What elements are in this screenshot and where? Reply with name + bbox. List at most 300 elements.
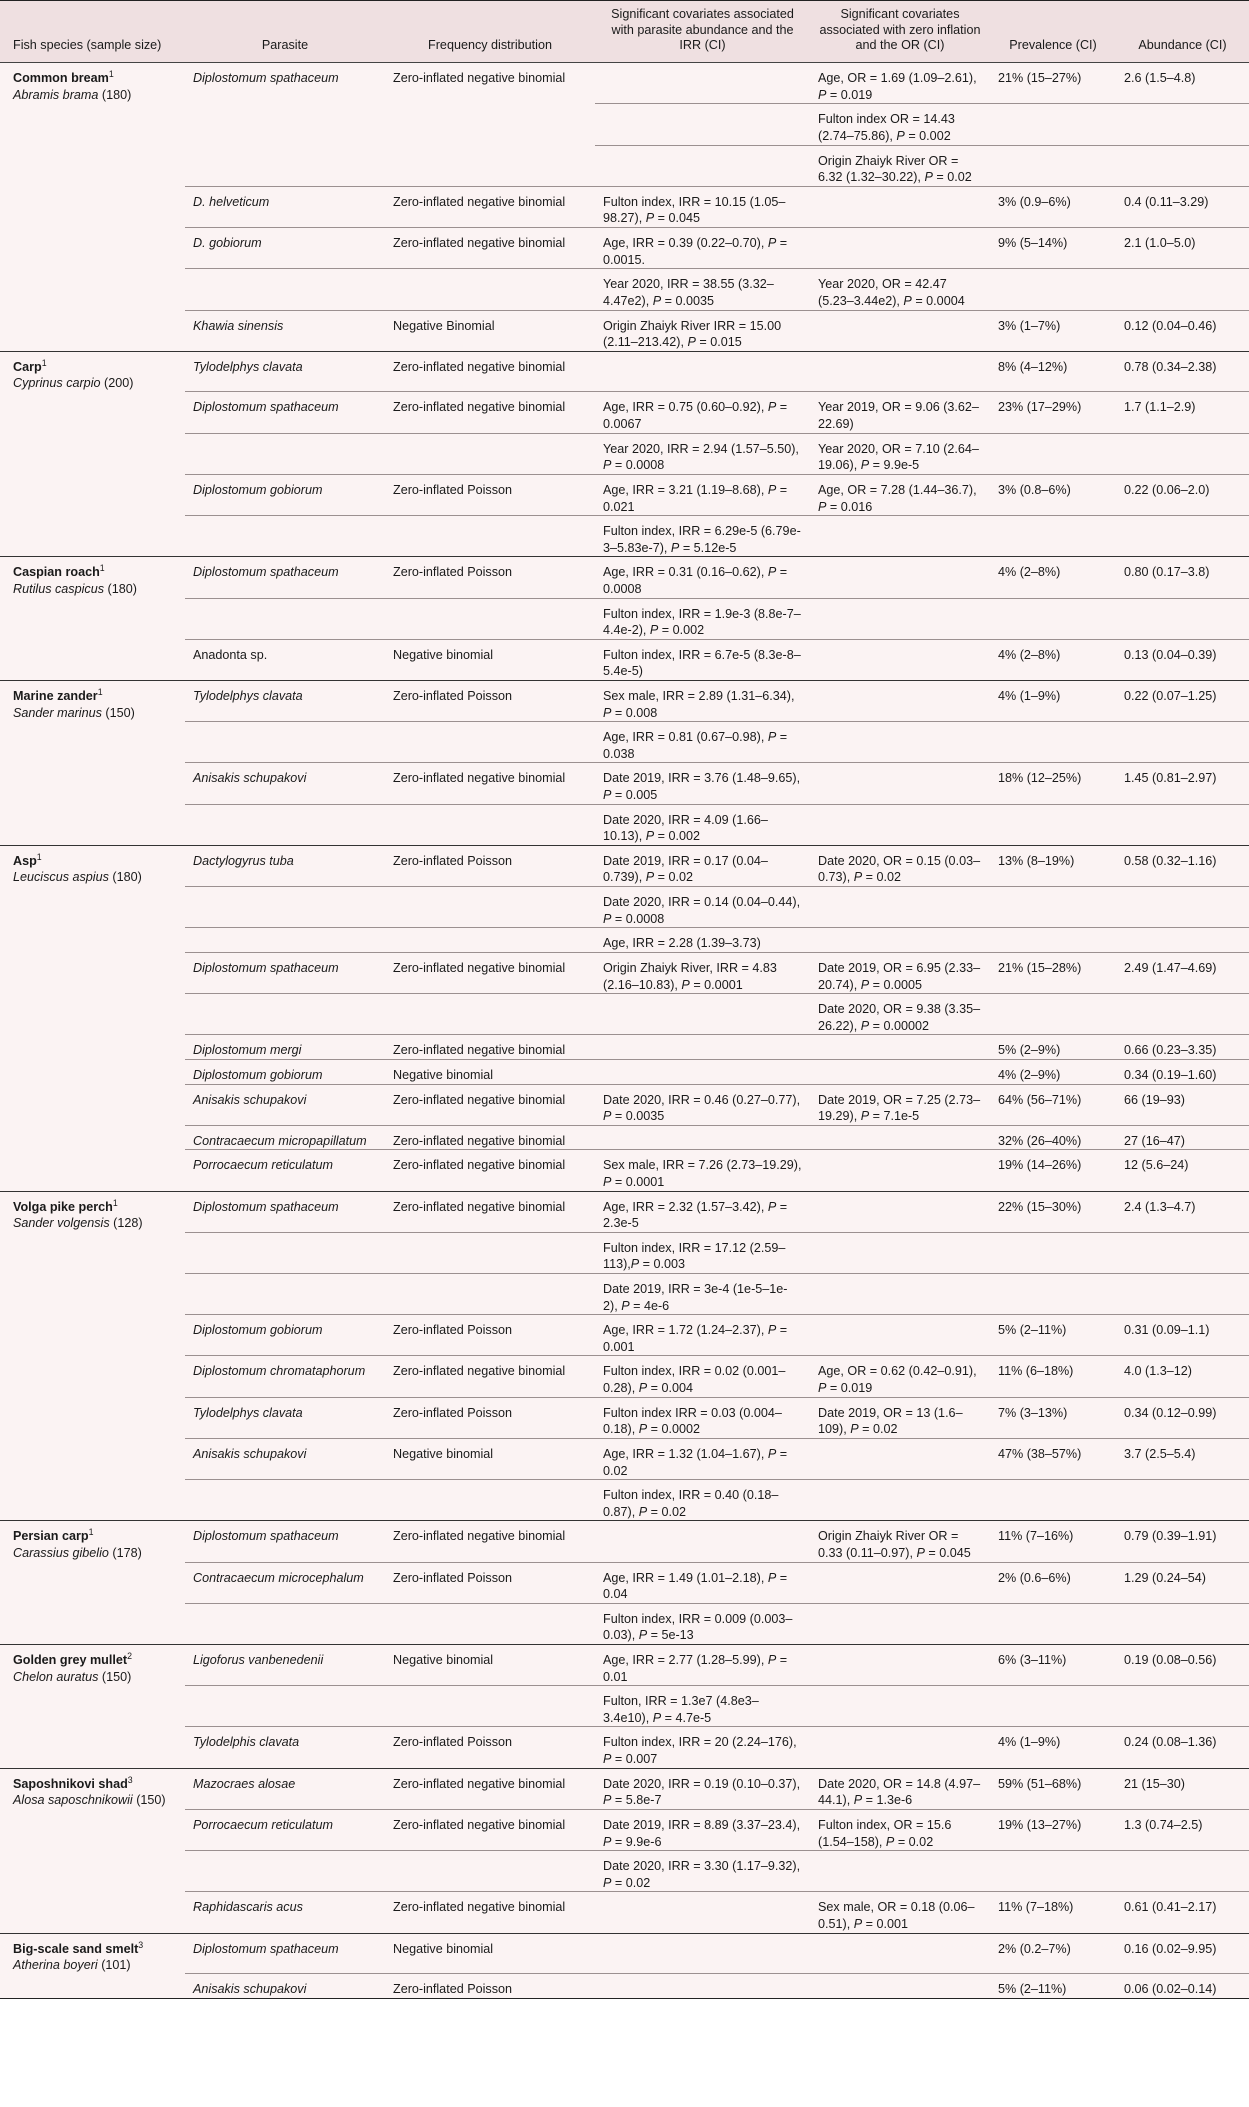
covariate-text: = 0.045 bbox=[654, 211, 700, 226]
covariate-text: = 0.0001 bbox=[611, 1175, 665, 1189]
irr-covariates-cell bbox=[595, 1438, 810, 1479]
fish-common-name: Marine zander bbox=[13, 688, 98, 703]
covariate-text: = 0.04 bbox=[603, 1570, 788, 1602]
or-covariates-cell bbox=[810, 186, 990, 227]
covariate-text: Fulton index, IRR = 6.7e-5 (8.3e-8–5.4e-5) bbox=[603, 647, 801, 679]
prevalence-cell: 13% (8–19%) bbox=[990, 845, 1116, 886]
footnote-marker: 1 bbox=[88, 1527, 94, 1538]
p-value-symbol: P bbox=[853, 1916, 863, 1931]
distribution-cell: Zero-inflated negative binomial bbox=[385, 1125, 595, 1150]
distribution-cell: Zero-inflated Poisson bbox=[385, 1727, 595, 1768]
or-covariates-cell bbox=[810, 1686, 990, 1727]
covariate-text: Sex male, IRR = 7.26 (2.73–19.29), bbox=[603, 1158, 802, 1173]
parasite-cell bbox=[185, 952, 385, 993]
fish-common-name: Volga pike perch bbox=[13, 1199, 113, 1214]
fish-species-cell bbox=[0, 845, 185, 886]
parasite-cell bbox=[185, 433, 385, 474]
prevalence-cell: 11% (6–18%) bbox=[990, 1356, 1116, 1397]
irr-covariates-cell bbox=[595, 1645, 810, 1686]
fish-common-name: Asp bbox=[13, 853, 37, 868]
p-value-symbol: P bbox=[603, 1752, 612, 1767]
p-value-symbol: P bbox=[903, 293, 912, 308]
table-row bbox=[0, 1768, 1249, 1809]
table-row bbox=[0, 639, 1249, 680]
irr-covariates-cell bbox=[595, 1035, 810, 1060]
sample-size: (178) bbox=[112, 1545, 142, 1560]
or-covariates-cell bbox=[810, 474, 990, 515]
abundance-cell bbox=[1116, 887, 1249, 928]
covariate-text: Date 2020, IRR = 0.14 (0.04–0.44), bbox=[603, 895, 801, 910]
prevalence-cell: 19% (13–27%) bbox=[990, 1809, 1116, 1850]
abundance-cell: 0.66 (0.23–3.35) bbox=[1116, 1035, 1249, 1060]
or-covariates-cell bbox=[810, 952, 990, 993]
abundance-cell bbox=[1116, 1603, 1249, 1644]
covariate-text: = 0.0035 bbox=[611, 1109, 665, 1124]
footnote-marker: 1 bbox=[36, 851, 42, 862]
covariate-text: = 9.9e-5 bbox=[869, 458, 920, 473]
prevalence-cell bbox=[990, 994, 1116, 1035]
or-covariates-cell bbox=[810, 598, 990, 639]
parasite-cell bbox=[185, 1686, 385, 1727]
table-row bbox=[0, 228, 1249, 269]
covariate-text: Age, IRR = 2.28 (1.39–3.73) bbox=[603, 936, 761, 951]
abundance-cell: 1.3 (0.74–2.5) bbox=[1116, 1809, 1249, 1850]
parasite-cell bbox=[185, 1603, 385, 1644]
abundance-cell bbox=[1116, 994, 1249, 1035]
or-covariates-cell bbox=[810, 1356, 990, 1397]
footnote-marker: 3 bbox=[138, 1939, 144, 1950]
sample-size: (180) bbox=[101, 87, 132, 102]
distribution-cell: Negative binomial bbox=[385, 1059, 595, 1084]
irr-covariates-cell bbox=[595, 722, 810, 763]
fish-species-cell bbox=[0, 1191, 185, 1232]
distribution-cell bbox=[385, 887, 595, 928]
or-covariates-cell bbox=[810, 1809, 990, 1850]
or-covariates-cell bbox=[810, 516, 990, 557]
fish-species-cell bbox=[0, 763, 185, 804]
abundance-cell bbox=[1116, 722, 1249, 763]
fish-common-name: Golden grey mullet bbox=[13, 1653, 128, 1668]
parasite-name: Diplostomum spathaceum bbox=[193, 565, 339, 580]
distribution-cell: Zero-inflated negative binomial bbox=[385, 1150, 595, 1191]
covariate-text: = 4e-6 bbox=[629, 1298, 670, 1313]
covariate-text: Fulton index, IRR = 0.02 (0.001–0.28), bbox=[603, 1364, 786, 1396]
irr-covariates-cell bbox=[595, 310, 810, 351]
covariate-text: = 0.0008 bbox=[611, 911, 665, 926]
fish-species-cell bbox=[0, 1274, 185, 1315]
parasite-name: Diplostomum gobiorum bbox=[193, 1067, 323, 1082]
covariate-text: Date 2019, IRR = 8.89 (3.37–23.4), bbox=[603, 1817, 801, 1832]
irr-covariates-cell bbox=[595, 598, 810, 639]
fish-species-cell bbox=[0, 680, 185, 721]
parasite-name: Anisakis schupakovi bbox=[193, 1982, 307, 1997]
header-irr: Significant covariates associated with parasite abundance and the IRR (CI) bbox=[595, 1, 810, 63]
parasite-cell bbox=[185, 994, 385, 1035]
abundance-cell: 0.24 (0.08–1.36) bbox=[1116, 1727, 1249, 1768]
p-value-symbol: P bbox=[687, 335, 696, 350]
distribution-cell: Zero-inflated Poisson bbox=[385, 1562, 595, 1603]
or-covariates-cell bbox=[810, 1562, 990, 1603]
parasite-cell bbox=[185, 1274, 385, 1315]
sample-size: (200) bbox=[104, 376, 134, 391]
prevalence-cell: 19% (14–26%) bbox=[990, 1150, 1116, 1191]
fish-species-cell bbox=[0, 269, 185, 310]
fish-species-cell bbox=[0, 1562, 185, 1603]
or-covariates-cell bbox=[810, 310, 990, 351]
prevalence-cell: 9% (5–14%) bbox=[990, 228, 1116, 269]
parasite-cell bbox=[185, 1892, 385, 1933]
covariate-text: Age, OR = 0.62 (0.42–0.91), bbox=[818, 1364, 977, 1379]
irr-covariates-cell bbox=[595, 639, 810, 680]
parasite-cell bbox=[185, 104, 385, 145]
sample-size: (150) bbox=[101, 1669, 132, 1684]
prevalence-cell: 21% (15–28%) bbox=[990, 952, 1116, 993]
parasite-cell bbox=[185, 1150, 385, 1191]
table-row bbox=[0, 887, 1249, 928]
prevalence-cell bbox=[990, 1274, 1116, 1315]
table-row bbox=[0, 1809, 1249, 1850]
table-row bbox=[0, 1974, 1249, 1999]
parasite-cell bbox=[185, 1727, 385, 1768]
irr-covariates-cell bbox=[595, 1397, 810, 1438]
fish-common-name: Common bream bbox=[13, 71, 109, 86]
table-row bbox=[0, 1150, 1249, 1191]
header-or: Significant covariates associated with zero inflation and the OR (CI) bbox=[810, 1, 990, 63]
or-covariates-cell bbox=[810, 1315, 990, 1356]
abundance-cell: 2.6 (1.5–4.8) bbox=[1116, 63, 1249, 104]
covariate-text: = 0.004 bbox=[647, 1381, 693, 1396]
parasite-name: Diplostomum gobiorum bbox=[193, 1323, 323, 1338]
covariate-text: = 0.019 bbox=[826, 87, 873, 102]
table-row bbox=[0, 474, 1249, 515]
p-value-symbol: P bbox=[916, 1545, 925, 1560]
irr-covariates-cell bbox=[595, 1974, 810, 1999]
fish-species-cell bbox=[0, 1480, 185, 1521]
fish-species-cell bbox=[0, 63, 185, 104]
distribution-cell bbox=[385, 104, 595, 145]
or-covariates-cell bbox=[810, 1974, 990, 1999]
distribution-cell bbox=[385, 1603, 595, 1644]
covariate-text: = 5.12e-5 bbox=[679, 540, 737, 555]
table-row bbox=[0, 1933, 1249, 1974]
prevalence-cell bbox=[990, 1603, 1116, 1644]
fish-species-cell bbox=[0, 145, 185, 186]
p-value-symbol: P bbox=[767, 1570, 777, 1585]
distribution-cell: Zero-inflated negative binomial bbox=[385, 1084, 595, 1125]
abundance-cell: 1.7 (1.1–2.9) bbox=[1116, 392, 1249, 433]
covariate-text: Age, IRR = 3.21 (1.19–8.68), bbox=[603, 482, 768, 497]
parasite-cell bbox=[185, 680, 385, 721]
covariate-text: Age, IRR = 1.49 (1.01–2.18), bbox=[603, 1570, 768, 1585]
irr-covariates-cell bbox=[595, 1562, 810, 1603]
fish-scientific-name: Chelon auratus bbox=[13, 1669, 99, 1684]
or-covariates-cell bbox=[810, 145, 990, 186]
footnote-marker: 1 bbox=[108, 69, 114, 80]
prevalence-cell: 5% (2–11%) bbox=[990, 1974, 1116, 1999]
irr-covariates-cell bbox=[595, 680, 810, 721]
or-covariates-cell bbox=[810, 928, 990, 953]
parasite-cell bbox=[185, 269, 385, 310]
p-value-symbol: P bbox=[860, 1018, 870, 1033]
p-value-symbol: P bbox=[621, 1298, 630, 1313]
covariate-text: = 0.038 bbox=[603, 730, 788, 761]
distribution-cell: Zero-inflated Poisson bbox=[385, 474, 595, 515]
p-value-symbol: P bbox=[885, 1834, 895, 1849]
prevalence-cell: 5% (2–11%) bbox=[990, 1315, 1116, 1356]
irr-covariates-cell bbox=[595, 887, 810, 928]
p-value-symbol: P bbox=[860, 458, 870, 473]
irr-covariates-cell bbox=[595, 1232, 810, 1273]
p-value-symbol: P bbox=[652, 293, 662, 308]
table-row bbox=[0, 952, 1249, 993]
covariate-text: = 0.002 bbox=[654, 829, 700, 844]
covariate-text: = 0.0002 bbox=[647, 1422, 700, 1437]
p-value-symbol: P bbox=[603, 1875, 612, 1890]
parasite-name: Ligoforus vanbenedenii bbox=[193, 1653, 324, 1668]
p-value-symbol: P bbox=[645, 870, 655, 885]
or-covariates-cell bbox=[810, 1892, 990, 1933]
distribution-cell: Zero-inflated Poisson bbox=[385, 1397, 595, 1438]
or-covariates-cell bbox=[810, 887, 990, 928]
distribution-cell: Zero-inflated negative binomial bbox=[385, 1809, 595, 1850]
p-value-symbol: P bbox=[896, 129, 905, 144]
covariate-text: Year 2019, OR = 9.06 (3.62–22.69) bbox=[818, 400, 979, 432]
covariate-text: = 0.002 bbox=[904, 129, 951, 144]
fish-species-cell bbox=[0, 928, 185, 953]
p-value-symbol: P bbox=[603, 788, 612, 803]
prevalence-cell: 4% (2–8%) bbox=[990, 557, 1116, 598]
or-covariates-cell bbox=[810, 557, 990, 598]
table-row bbox=[0, 845, 1249, 886]
distribution-cell bbox=[385, 1851, 595, 1892]
covariate-text: Fulton index IRR = 0.03 (0.004–0.18), bbox=[603, 1405, 782, 1437]
fish-species-cell bbox=[0, 557, 185, 598]
distribution-cell: Zero-inflated negative binomial bbox=[385, 1892, 595, 1933]
covariate-text: = 0.0035 bbox=[661, 293, 714, 308]
fish-scientific-name: Leuciscus aspius bbox=[13, 870, 109, 885]
parasite-cell bbox=[185, 1438, 385, 1479]
abundance-cell bbox=[1116, 1274, 1249, 1315]
or-covariates-cell bbox=[810, 269, 990, 310]
parasite-cell bbox=[185, 928, 385, 953]
or-covariates-cell bbox=[810, 639, 990, 680]
p-value-symbol: P bbox=[652, 1710, 662, 1725]
fish-species-cell bbox=[0, 310, 185, 351]
parasite-cell bbox=[185, 1851, 385, 1892]
covariate-text: = 0.02 bbox=[932, 170, 972, 185]
covariate-text: = 0.016 bbox=[826, 499, 873, 514]
distribution-cell: Zero-inflated negative binomial bbox=[385, 1521, 595, 1562]
parasite-name: Anisakis schupakovi bbox=[193, 1446, 307, 1461]
parasite-cell bbox=[185, 1974, 385, 1999]
prevalence-cell: 4% (1–9%) bbox=[990, 1727, 1116, 1768]
table-row bbox=[0, 763, 1249, 804]
parasite-name: Anisakis schupakovi bbox=[193, 1092, 307, 1107]
distribution-cell bbox=[385, 928, 595, 953]
p-value-symbol: P bbox=[670, 540, 680, 555]
irr-covariates-cell bbox=[595, 845, 810, 886]
covariate-text: Fulton index, IRR = 0.40 (0.18–0.87), bbox=[603, 1488, 779, 1519]
distribution-cell: Zero-inflated negative binomial bbox=[385, 351, 595, 392]
prevalence-cell bbox=[990, 516, 1116, 557]
parasite-name: Diplostomum spathaceum bbox=[193, 71, 339, 86]
covariate-text: = 0.002 bbox=[658, 623, 705, 638]
table-row bbox=[0, 598, 1249, 639]
distribution-cell bbox=[385, 1686, 595, 1727]
covariate-text: = 0.019 bbox=[826, 1381, 873, 1396]
abundance-cell: 1.29 (0.24–54) bbox=[1116, 1562, 1249, 1603]
distribution-cell: Negative binomial bbox=[385, 639, 595, 680]
irr-covariates-cell bbox=[595, 1892, 810, 1933]
p-value-symbol: P bbox=[603, 1109, 612, 1124]
table-row bbox=[0, 1191, 1249, 1232]
abundance-cell bbox=[1116, 804, 1249, 845]
irr-covariates-cell bbox=[595, 269, 810, 310]
irr-covariates-cell bbox=[595, 804, 810, 845]
abundance-cell: 0.34 (0.19–1.60) bbox=[1116, 1059, 1249, 1084]
parasite-cell bbox=[185, 598, 385, 639]
table-row bbox=[0, 186, 1249, 227]
covariate-text: Date 2020, IRR = 0.46 (0.27–0.77), bbox=[603, 1092, 801, 1107]
prevalence-cell: 2% (0.2–7%) bbox=[990, 1933, 1116, 1974]
covariate-text: Year 2020, IRR = 38.55 (3.32–4.47e2), bbox=[603, 277, 774, 308]
table-row bbox=[0, 1562, 1249, 1603]
irr-covariates-cell bbox=[595, 1933, 810, 1974]
parasite-cell bbox=[185, 145, 385, 186]
distribution-cell: Zero-inflated Poisson bbox=[385, 557, 595, 598]
parasite-cell bbox=[185, 310, 385, 351]
p-value-symbol: P bbox=[638, 1381, 648, 1396]
fish-species-cell bbox=[0, 1892, 185, 1933]
table-row bbox=[0, 516, 1249, 557]
parasite-name: D. helveticum bbox=[193, 194, 270, 209]
table-row bbox=[0, 1686, 1249, 1727]
prevalence-cell: 7% (3–13%) bbox=[990, 1397, 1116, 1438]
covariate-text: Date 2019, IRR = 3.76 (1.48–9.65), bbox=[603, 771, 801, 786]
abundance-cell bbox=[1116, 1686, 1249, 1727]
table-row bbox=[0, 1356, 1249, 1397]
prevalence-cell: 4% (2–9%) bbox=[990, 1059, 1116, 1084]
distribution-cell: Zero-inflated negative binomial bbox=[385, 1035, 595, 1060]
irr-covariates-cell bbox=[595, 1809, 810, 1850]
or-covariates-cell bbox=[810, 1059, 990, 1084]
or-covariates-cell bbox=[810, 1603, 990, 1644]
parasite-cell bbox=[185, 1521, 385, 1562]
irr-covariates-cell bbox=[595, 1084, 810, 1125]
covariate-text: = 0.02 bbox=[862, 870, 901, 885]
covariate-text: = 9.9e-6 bbox=[611, 1834, 662, 1849]
table-row bbox=[0, 433, 1249, 474]
covariate-text: = 0.005 bbox=[611, 788, 658, 803]
prevalence-cell: 6% (3–11%) bbox=[990, 1645, 1116, 1686]
abundance-cell: 3.7 (2.5–5.4) bbox=[1116, 1438, 1249, 1479]
covariate-text: Age, OR = 7.28 (1.44–36.7), bbox=[818, 482, 977, 497]
fish-common-name: Big-scale sand smelt bbox=[13, 1941, 139, 1956]
abundance-cell: 12 (5.6–24) bbox=[1116, 1150, 1249, 1191]
or-covariates-cell bbox=[810, 1727, 990, 1768]
table-row bbox=[0, 104, 1249, 145]
prevalence-cell: 47% (38–57%) bbox=[990, 1438, 1116, 1479]
table-row bbox=[0, 680, 1249, 721]
covariate-text: = 0.0015. bbox=[603, 236, 788, 267]
p-value-symbol: P bbox=[638, 1504, 648, 1519]
or-covariates-cell bbox=[810, 722, 990, 763]
parasite-name: Anadonta sp. bbox=[193, 647, 268, 662]
prevalence-cell bbox=[990, 722, 1116, 763]
irr-covariates-cell bbox=[595, 1356, 810, 1397]
or-covariates-cell bbox=[810, 1521, 990, 1562]
abundance-cell: 2.1 (1.0–5.0) bbox=[1116, 228, 1249, 269]
parasite-cell bbox=[185, 804, 385, 845]
prevalence-cell bbox=[990, 928, 1116, 953]
table-row bbox=[0, 1315, 1249, 1356]
irr-covariates-cell bbox=[595, 351, 810, 392]
covariate-text: Date 2020, OR = 0.15 (0.03–0.73), bbox=[818, 853, 981, 885]
fish-scientific-name: Sander marinus bbox=[13, 705, 102, 720]
prevalence-cell: 4% (2–8%) bbox=[990, 639, 1116, 680]
irr-covariates-cell bbox=[595, 63, 810, 104]
fish-species-cell bbox=[0, 994, 185, 1035]
abundance-cell: 0.61 (0.41–2.17) bbox=[1116, 1892, 1249, 1933]
fish-species-cell bbox=[0, 1603, 185, 1644]
prevalence-cell: 23% (17–29%) bbox=[990, 392, 1116, 433]
parasite-name: Contracaecum microcephalum bbox=[193, 1570, 364, 1585]
footnote-marker: 1 bbox=[97, 686, 103, 697]
abundance-cell: 0.34 (0.12–0.99) bbox=[1116, 1397, 1249, 1438]
prevalence-cell bbox=[990, 145, 1116, 186]
parasite-cell bbox=[185, 1397, 385, 1438]
or-covariates-cell bbox=[810, 1397, 990, 1438]
fish-species-cell bbox=[0, 639, 185, 680]
distribution-cell: Negative binomial bbox=[385, 1438, 595, 1479]
covariate-text: = 0.02 bbox=[603, 1446, 788, 1478]
fish-scientific-name: Atherina boyeri bbox=[13, 1958, 98, 1973]
footnote-marker: 1 bbox=[112, 1197, 118, 1208]
fish-species-cell bbox=[0, 1438, 185, 1479]
abundance-cell: 0.58 (0.32–1.16) bbox=[1116, 845, 1249, 886]
table-row bbox=[0, 804, 1249, 845]
p-value-symbol: P bbox=[649, 623, 659, 638]
distribution-cell bbox=[385, 269, 595, 310]
distribution-cell: Zero-inflated Poisson bbox=[385, 680, 595, 721]
fish-scientific-name: Carassius gibelio bbox=[13, 1545, 109, 1560]
table-row bbox=[0, 928, 1249, 953]
abundance-cell bbox=[1116, 1480, 1249, 1521]
parasite-name: Diplostomum spathaceum bbox=[193, 400, 339, 415]
parasite-cell bbox=[185, 1562, 385, 1603]
or-covariates-cell bbox=[810, 1438, 990, 1479]
parasite-cell bbox=[185, 474, 385, 515]
fish-species-cell bbox=[0, 1035, 185, 1060]
prevalence-cell: 11% (7–18%) bbox=[990, 1892, 1116, 1933]
irr-covariates-cell bbox=[595, 1150, 810, 1191]
covariate-text: Year 2020, OR = 42.47 (5.23–3.44e2), bbox=[818, 277, 947, 308]
abundance-cell bbox=[1116, 433, 1249, 474]
parasite-name: Dactylogyrus tuba bbox=[193, 853, 294, 868]
table-row bbox=[0, 722, 1249, 763]
table-row bbox=[0, 1035, 1249, 1060]
abundance-cell bbox=[1116, 516, 1249, 557]
distribution-cell bbox=[385, 516, 595, 557]
or-covariates-cell bbox=[810, 1191, 990, 1232]
covariate-text: = 0.001 bbox=[603, 1323, 788, 1354]
or-covariates-cell bbox=[810, 1768, 990, 1809]
distribution-cell bbox=[385, 722, 595, 763]
distribution-cell bbox=[385, 1232, 595, 1273]
irr-covariates-cell bbox=[595, 763, 810, 804]
sample-size: (180) bbox=[107, 581, 137, 596]
p-value-symbol: P bbox=[681, 977, 690, 992]
